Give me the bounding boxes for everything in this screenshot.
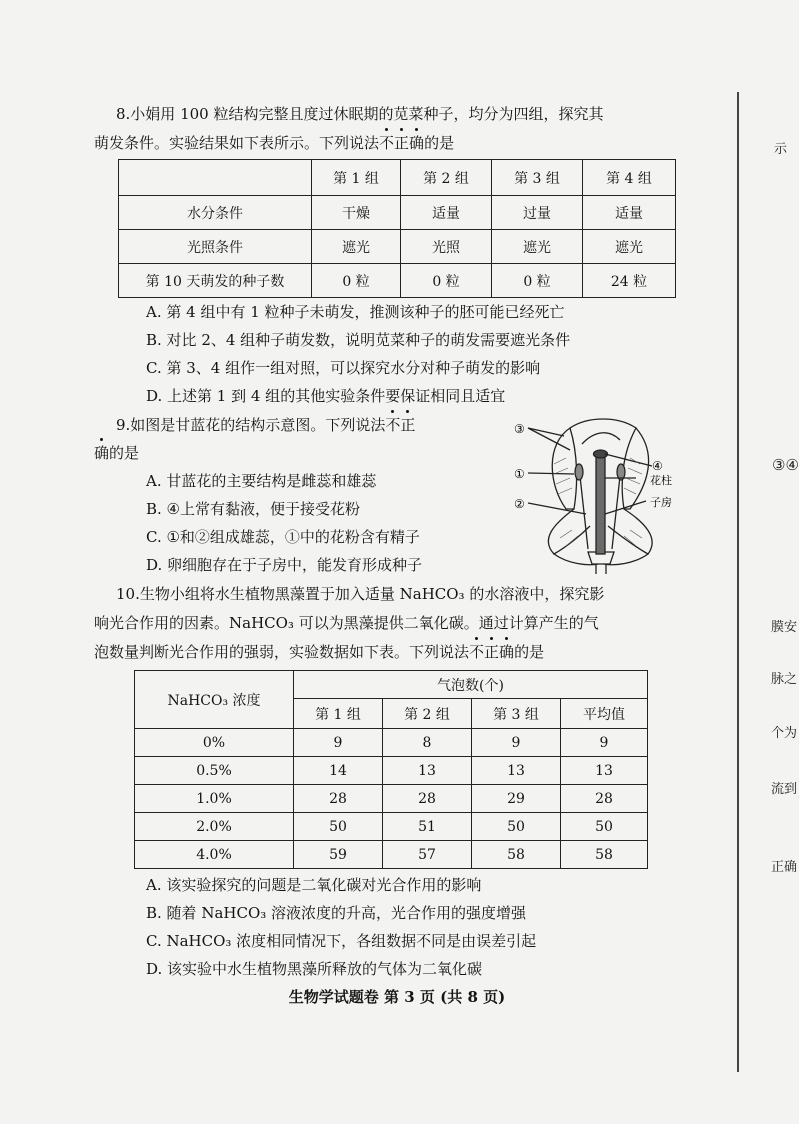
table-cell: 13	[561, 757, 648, 785]
right-fragment: 示	[774, 142, 788, 157]
table-header: 第 3 组	[472, 699, 561, 729]
table-cell: 9	[294, 729, 383, 757]
table-cell: 遮光	[492, 230, 583, 264]
table-header: 第 2 组	[401, 160, 492, 196]
table-row	[135, 813, 648, 841]
table-header: 第 3 组	[492, 160, 583, 196]
q10-stem-line3	[94, 642, 544, 662]
table-cell: 适量	[583, 196, 676, 230]
q8-option-d: D. 上述第 1 到 4 组的其他实验条件要保证相同且适宜	[146, 387, 506, 405]
right-fragment: 脉之	[771, 672, 798, 687]
q8-emphasis-char: 确	[409, 134, 425, 152]
table-cell: 遮光	[312, 230, 401, 264]
table-cell: 第 10 天萌发的种子数	[119, 264, 312, 298]
q10-option-d: D. 该实验中水生植物黑藻所释放的气体为二氧化碳	[146, 960, 483, 978]
q9-stem-line1	[116, 415, 415, 435]
q10-option-b: B. 随着 NaHCO₃ 溶液浓度的升高，光合作用的强度增强	[146, 904, 527, 922]
column-divider	[737, 92, 739, 1072]
label-ovary: 子房	[650, 497, 672, 509]
table-row	[119, 196, 676, 230]
table-cell: 59	[294, 841, 383, 869]
table-cell: 2.0%	[135, 813, 294, 841]
table-cell: 50	[294, 813, 383, 841]
table-cell: 0%	[135, 729, 294, 757]
table-cell: 水分条件	[119, 196, 312, 230]
q8-emphasis-char: 正	[394, 134, 410, 152]
right-fragment: 流到	[771, 782, 798, 797]
q9-emphasis-char: 不	[385, 416, 401, 434]
table-cell: 0 粒	[492, 264, 583, 298]
q9-emphasis-char: 确	[94, 444, 110, 462]
label-1: ①	[514, 467, 525, 481]
table-cell: 光照条件	[119, 230, 312, 264]
table-cell: 光照	[401, 230, 492, 264]
right-fragment: 个为	[771, 726, 798, 741]
q9-option-d: D. 卵细胞存在于子房中，能发育形成种子	[146, 556, 423, 574]
q9-stem-text: 9.如图是甘蓝花的结构示意图。下列说法	[116, 416, 386, 434]
table-header: 第 4 组	[583, 160, 676, 196]
flower-diagram	[508, 414, 698, 574]
table-row	[135, 841, 648, 869]
table-cell: 50	[561, 813, 648, 841]
table-cell: 过量	[492, 196, 583, 230]
q10-emphasis-char: 确	[499, 643, 515, 661]
q10-stem-text: 泡数量判断光合作用的强弱，实验数据如下表。下列说法	[94, 643, 470, 661]
page-footer: 生物学试题卷 第 3 页 (共 8 页)	[288, 988, 506, 1006]
table-cell: 0.5%	[135, 757, 294, 785]
q8-emphasis-char: 不	[379, 134, 395, 152]
q10-stem-line1: 10.生物小组将水生植物黑藻置于加入适量 NaHCO₃ 的水溶液中，探究影	[116, 585, 605, 603]
q8-stem-text: 的是	[424, 134, 455, 152]
table-row	[135, 785, 648, 813]
q10-option-a: A. 该实验探究的问题是二氧化碳对光合作用的影响	[146, 876, 482, 894]
q8-option-a: A. 第 4 组中有 1 粒种子未萌发，推测该种子的胚可能已经死亡	[146, 303, 565, 321]
label-3: ③	[514, 422, 525, 436]
q9-stem-text: 的是	[109, 444, 140, 462]
q10-emphasis-char: 不	[469, 643, 485, 661]
table-cell: 13	[472, 757, 561, 785]
table-cell: 8	[383, 729, 472, 757]
table-cell: 0 粒	[312, 264, 401, 298]
label-4: ④	[652, 459, 663, 473]
q9-emphasis-char: 正	[400, 416, 416, 434]
table-cell: 适量	[401, 196, 492, 230]
q10-stem-line2: 响光合作用的因素。NaHCO₃ 可以为黑藻提供二氧化碳。通过计算产生的气	[94, 614, 599, 632]
q10-option-c: C. NaHCO₃ 浓度相同情况下，各组数据不同是由误差引起	[146, 932, 537, 950]
table-cell: 28	[383, 785, 472, 813]
q8-table	[118, 159, 676, 298]
q9-option-a: A. 甘蓝花的主要结构是雌蕊和雄蕊	[146, 472, 377, 490]
right-fragment: 膜安	[771, 620, 798, 635]
q8-stem-line1: 8.小娟用 100 粒结构完整且度过休眠期的苋菜种子，均分为四组，探究其	[116, 105, 604, 123]
label-style: 花柱	[650, 475, 672, 487]
table-cell: 58	[561, 841, 648, 869]
table-cell: 1.0%	[135, 785, 294, 813]
table-cell: 14	[294, 757, 383, 785]
table-cell: 干燥	[312, 196, 401, 230]
table-cell: 9	[472, 729, 561, 757]
table-cell: 9	[561, 729, 648, 757]
q9-option-b: B. ④上常有黏液，便于接受花粉	[146, 500, 361, 518]
q8-option-b: B. 对比 2、4 组种子萌发数，说明苋菜种子的萌发需要遮光条件	[146, 331, 571, 349]
q8-option-c: C. 第 3、4 组作一组对照，可以探究水分对种子萌发的影响	[146, 359, 541, 377]
table-cell: 28	[561, 785, 648, 813]
table-cell: 28	[294, 785, 383, 813]
q9-stem-line2	[94, 443, 139, 463]
table-row	[119, 230, 676, 264]
label-2: ②	[514, 497, 525, 511]
table-cell: 29	[472, 785, 561, 813]
table-cell: 50	[472, 813, 561, 841]
table-header: 第 1 组	[312, 160, 401, 196]
table-cell: 0 粒	[401, 264, 492, 298]
table-cell	[119, 160, 312, 196]
table-cell: 57	[383, 841, 472, 869]
table-header: 平均值	[561, 699, 648, 729]
table-header: 第 2 组	[383, 699, 472, 729]
table-header: NaHCO₃ 浓度	[135, 671, 294, 729]
table-cell: 4.0%	[135, 841, 294, 869]
table-cell: 13	[383, 757, 472, 785]
q9-option-c: C. ①和②组成雄蕊，①中的花粉含有精子	[146, 528, 420, 546]
q10-emphasis-char: 正	[484, 643, 500, 661]
table-cell: 24 粒	[583, 264, 676, 298]
table-cell: 58	[472, 841, 561, 869]
table-cell: 遮光	[583, 230, 676, 264]
table-cell: 51	[383, 813, 472, 841]
table-header: 气泡数(个)	[294, 671, 648, 699]
q8-stem-line2	[94, 133, 454, 153]
right-fragment: 正确	[771, 860, 798, 875]
q10-stem-text: 的是	[514, 643, 545, 661]
table-row	[119, 264, 676, 298]
table-header: 第 1 组	[294, 699, 383, 729]
right-fragment: ③④	[772, 456, 799, 474]
q8-stem-text: 萌发条件。实验结果如下表所示。下列说法	[94, 134, 380, 152]
q10-table	[134, 670, 648, 869]
table-row	[135, 757, 648, 785]
table-row	[135, 729, 648, 757]
